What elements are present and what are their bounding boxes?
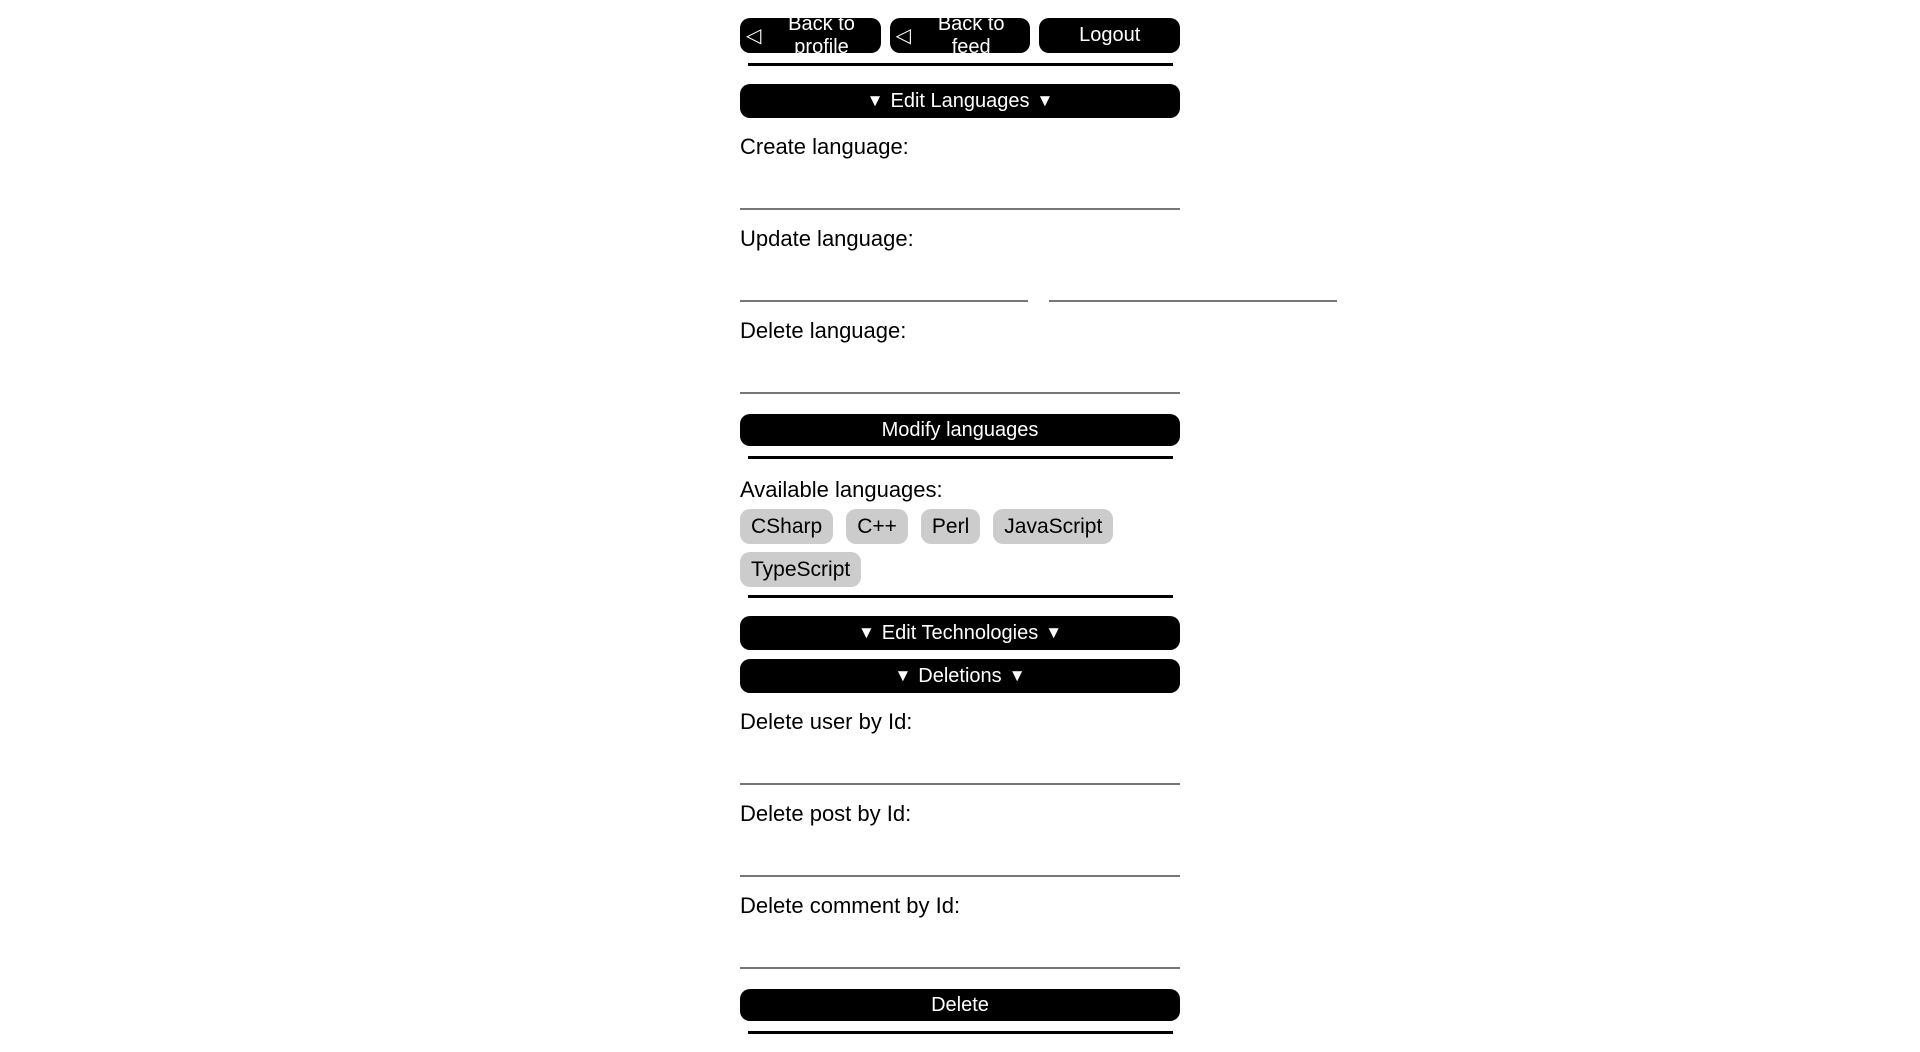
language-chip[interactable]: C++: [846, 509, 908, 544]
delete-button-label: Delete: [931, 993, 989, 1016]
logout-label: Logout: [1079, 24, 1141, 46]
language-chip[interactable]: TypeScript: [740, 552, 861, 587]
divider: [748, 595, 1173, 598]
update-language-label: Update language:: [740, 226, 914, 251]
delete-user-input[interactable]: [740, 749, 1180, 785]
logout-button[interactable]: [1039, 18, 1180, 53]
update-language-new-input[interactable]: [1049, 266, 1337, 302]
create-language-input[interactable]: [740, 174, 1180, 210]
edit-technologies-toggle-label: Edit Technologies: [881, 621, 1039, 644]
caret-down-icon: ▼: [1036, 91, 1054, 110]
delete-button[interactable]: [740, 989, 1180, 1021]
delete-language-label: Delete language:: [740, 318, 907, 343]
caret-down-icon: ▼: [1008, 666, 1026, 685]
modify-languages-button[interactable]: [740, 414, 1180, 446]
deletions-toggle-label: Deletions: [918, 664, 1002, 687]
caret-down-icon: ▼: [894, 666, 912, 685]
caret-down-icon: ▼: [1045, 623, 1063, 642]
back-to-feed-button[interactable]: [890, 12, 1031, 58]
create-language-label: Create language:: [740, 134, 909, 159]
edit-languages-toggle-label: Edit Languages: [890, 89, 1030, 112]
update-language-fields: [740, 252, 1180, 302]
back-to-profile-label: Back to profile: [788, 12, 855, 58]
back-icon: ◁: [746, 25, 762, 47]
language-chip[interactable]: JavaScript: [993, 509, 1113, 544]
caret-down-icon: ▼: [866, 91, 884, 110]
back-icon: ◁: [895, 25, 912, 47]
delete-user-label: Delete user by Id:: [740, 709, 913, 734]
delete-comment-label: Delete comment by Id:: [740, 893, 961, 918]
back-to-profile-button[interactable]: [740, 12, 881, 58]
delete-post-label: Delete post by Id:: [740, 801, 912, 826]
delete-post-input[interactable]: [740, 841, 1180, 877]
divider: [748, 1031, 1173, 1034]
divider: [748, 63, 1173, 66]
edit-languages-toggle[interactable]: [740, 84, 1180, 118]
topbar: [740, 12, 1180, 58]
update-language-old-input[interactable]: [740, 266, 1028, 302]
caret-down-icon: ▼: [857, 623, 875, 642]
delete-language-input[interactable]: [740, 358, 1180, 394]
available-languages-list: [740, 509, 1180, 587]
edit-technologies-toggle[interactable]: [740, 616, 1180, 650]
language-chip[interactable]: Perl: [921, 509, 980, 544]
language-chip[interactable]: CSharp: [740, 509, 833, 544]
divider: [748, 456, 1173, 459]
delete-comment-input[interactable]: [740, 933, 1180, 969]
admin-panel: [740, 0, 1180, 1034]
deletions-toggle[interactable]: [740, 659, 1180, 693]
modify-languages-label: Modify languages: [881, 418, 1039, 441]
back-to-feed-label: Back to feed: [937, 12, 1005, 58]
available-languages-label: Available languages:: [740, 477, 943, 502]
